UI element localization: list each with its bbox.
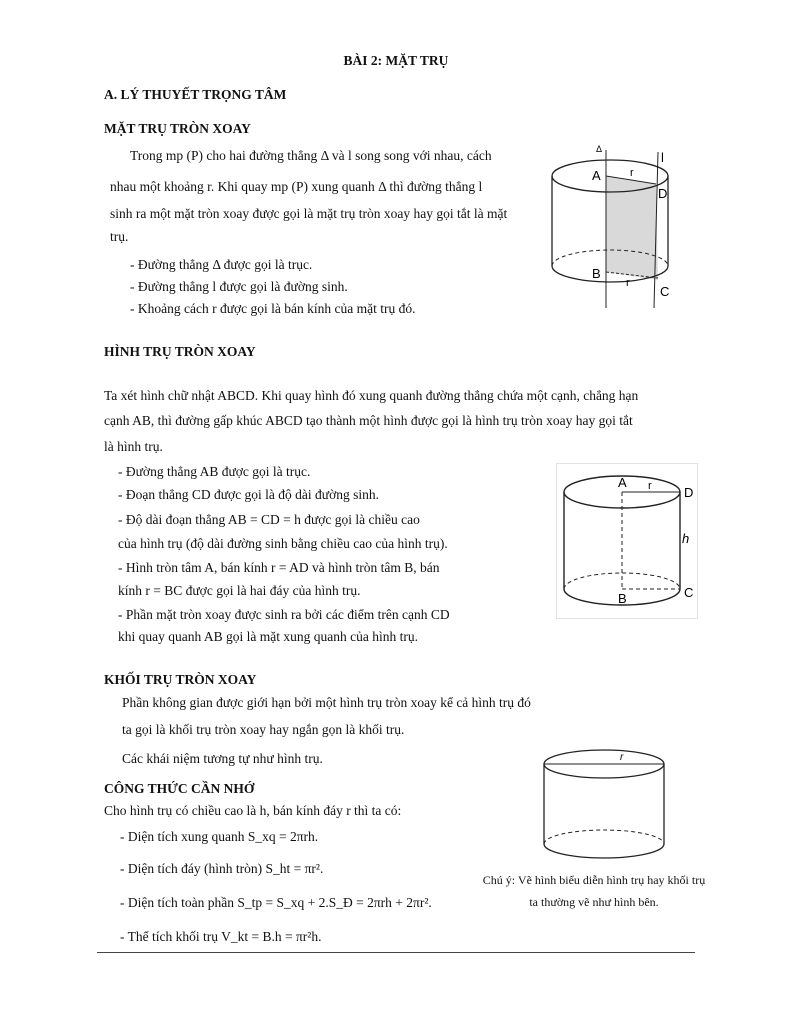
mat-tru-figure [548,140,688,310]
khoi-tru-figure [540,740,672,866]
label-a: A [592,168,601,183]
page-title: BÀI 2: MẶT TRỤ [343,53,449,68]
hinh-tru-item-bases-cont: kính r = BC được gọi là hai đáy của hình trụ. [118,583,361,598]
label-r-top: r [630,167,634,179]
label-a: A [618,475,627,490]
khoi-tru-heading: KHỐI TRỤ TRÒN XOAY [104,672,257,687]
label-d: D [658,186,668,201]
cong-thuc-heading: CÔNG THỨC CẦN NHỚ [104,781,255,796]
hinh-tru-intro-3: là hình trụ. [104,439,163,454]
mat-tru-para-line-4: trụ. [110,229,129,244]
label-b: B [618,591,627,606]
cong-thuc-intro: Cho hình trụ có chiều cao là h, bán kính đáy r thì ta có: [104,803,402,818]
hinh-tru-figure [556,463,698,619]
hinh-tru-item-generatrix: - Đoạn thẳng CD được gọi là độ dài đường sinh. [118,487,380,502]
hinh-tru-item-height-cont: của hình trụ (độ dài đường sinh bằng chiều cao của hình trụ). [118,536,448,551]
label-l: l [661,150,664,165]
mat-tru-item-generatrix: - Đường thẳng l được gọi là đường sinh. [130,279,348,294]
hinh-tru-item-bases: - Hình tròn tâm A, bán kính r = AD và hình tròn tâm B, bán [118,560,440,575]
hinh-tru-intro-2: cạnh AB, thì đường gấp khúc ABCD tạo thành một hình được gọi là hình trụ tròn xoay hay gọi tắt [104,413,633,428]
label-c: C [660,284,670,299]
hinh-tru-item-axis: - Đường thẳng AB được gọi là trục. [118,464,311,479]
hinh-tru-heading: HÌNH TRỤ TRÒN XOAY [104,344,256,359]
khoi-tru-line-1: Phần không gian được giới hạn bởi một hình trụ tròn xoay kể cả hình trụ đó [122,695,531,710]
label-r: r [648,480,652,492]
label-d: D [684,485,694,500]
formula-total-area: - Diện tích toàn phần S_tp = S_xq + 2.S_Đ = 2πrh + 2πr². [120,895,432,910]
note-line-2: ta thường vẽ như hình bên. [529,895,659,909]
mat-tru-item-radius: - Khoảng cách r được gọi là bán kính của mặt trụ đó. [130,301,416,316]
label-h: h [682,531,690,546]
mat-tru-para-line-2: nhau một khoảng r. Khi quay mp (P) xung quanh Δ thì đường thẳng l [110,179,483,194]
formula-base-area: - Diện tích đáy (hình tròn) S_ht = πr². [120,861,324,876]
mat-tru-para-line-3: sinh ra một mặt tròn xoay được gọi là mặt trụ tròn xoay hay gọi tắt là mặt [110,206,508,221]
label-r-bottom: r [626,277,630,289]
label-delta: Δ [595,144,602,154]
note-line-1: Chú ý: Vẽ hình biểu diễn hình trụ hay khối trụ [482,873,706,887]
label-b: B [592,266,601,281]
hinh-tru-item-lateral: - Phần mặt tròn xoay được sinh ra bởi các điểm trên cạnh CD [118,607,450,622]
label-r: r [620,752,624,763]
bottom-back-arc [544,830,664,844]
formula-lateral-area: - Diện tích xung quanh S_xq = 2πrh. [120,829,319,844]
mat-tru-heading: MẶT TRỤ TRÒN XOAY [104,121,251,136]
section-a-heading: A. LÝ THUYẾT TRỌNG TÂM [104,87,287,102]
hinh-tru-item-lateral-cont: khi quay quanh AB gọi là mặt xung quanh của hình trụ. [118,629,418,644]
mat-tru-item-axis: - Đường thẳng Δ được gọi là trục. [130,257,313,272]
footer-rule [97,952,695,953]
khoi-tru-line-3: Các khái niệm tương tự như hình trụ. [122,751,323,766]
mat-tru-para-line-1: Trong mp (P) cho hai đường thẳng Δ và l song song với nhau, cách [130,148,492,163]
label-c: C [684,585,694,600]
bottom-front-arc [544,844,664,858]
hinh-tru-item-height: - Độ dài đoạn thẳng AB = CD = h được gọi là chiều cao [118,512,420,527]
hinh-tru-intro-1: Ta xét hình chữ nhật ABCD. Khi quay hình đó xung quanh đường thẳng chứa một cạnh, chẳng hạn [104,388,639,403]
khoi-tru-line-2: ta gọi là khối trụ tròn xoay hay ngắn gọn là khối trụ. [122,722,405,737]
formula-volume: - Thể tích khối trụ V_kt = B.h = πr²h. [120,929,322,944]
